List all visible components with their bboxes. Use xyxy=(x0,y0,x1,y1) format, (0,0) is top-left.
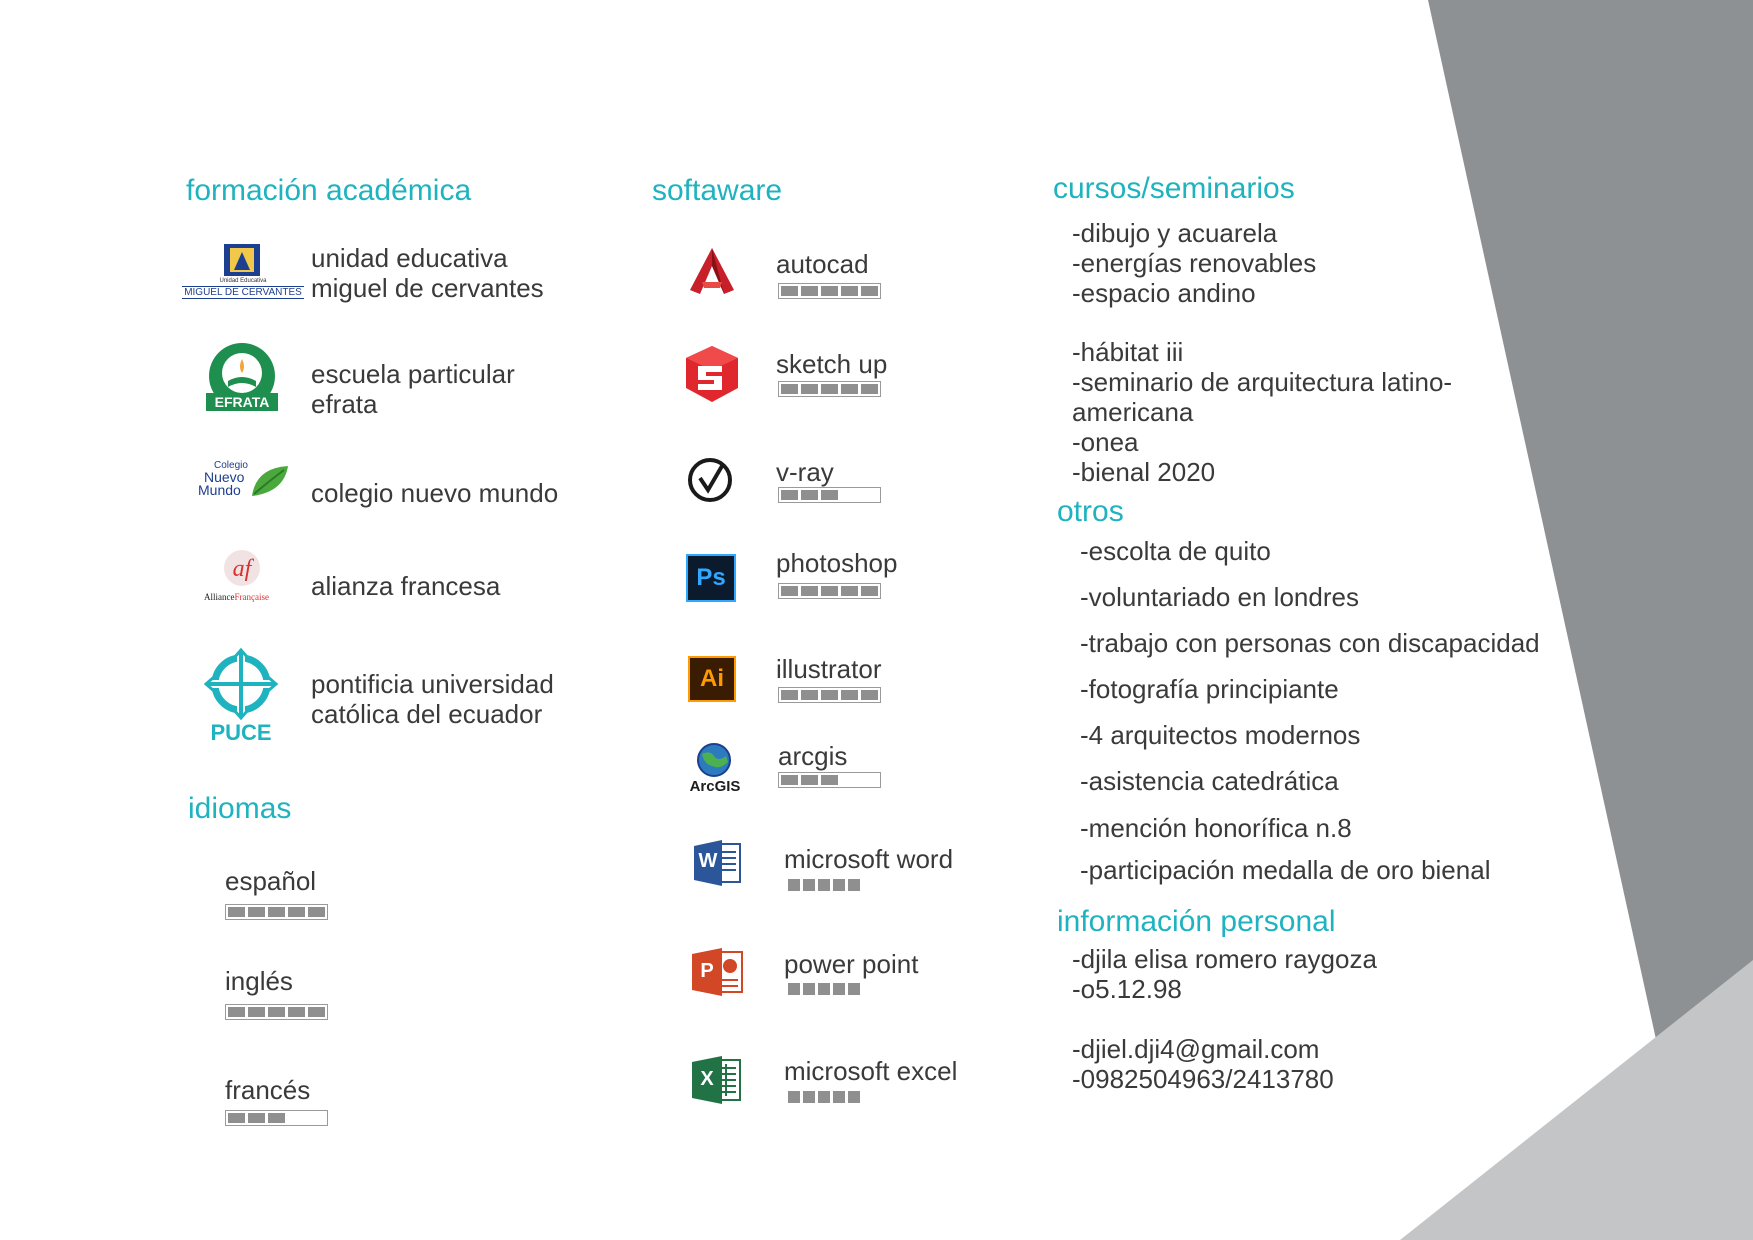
level-segment-filled xyxy=(308,907,325,917)
svg-text:af: af xyxy=(232,556,252,582)
others-item: -mención honorífica n.8 xyxy=(1080,813,1352,843)
education-heading: formación académica xyxy=(186,174,472,207)
software-heading: softaware xyxy=(652,174,783,207)
others-item: -4 arquitectos modernos xyxy=(1080,720,1361,750)
level-segment-empty xyxy=(841,490,858,500)
level-segment-filled xyxy=(228,1007,245,1017)
level-segment-filled xyxy=(801,286,818,296)
sketchup-icon xyxy=(682,344,740,404)
software-name: v-ray xyxy=(776,457,834,487)
level-segment-filled xyxy=(781,775,798,785)
courses-list-1 xyxy=(1072,218,1316,308)
level-segment-filled xyxy=(821,286,838,296)
personal-phone: -0982504963/2413780 xyxy=(1072,1064,1334,1094)
level-segment-filled xyxy=(248,1007,265,1017)
level-segment-filled xyxy=(268,907,285,917)
course-item: -espacio andino xyxy=(1072,278,1256,308)
others-item: -participación medalla de oro bienal xyxy=(1080,855,1491,885)
level-segment-empty xyxy=(308,1113,325,1123)
level-segment-filled xyxy=(781,286,798,296)
level-segment-filled xyxy=(861,384,878,394)
level-segment-empty xyxy=(861,775,878,785)
language-name: inglés xyxy=(225,966,293,996)
level-segment-filled xyxy=(801,384,818,394)
arcgis-icon: ArcGIS xyxy=(684,742,746,798)
language-name: español xyxy=(225,866,317,896)
vray-icon xyxy=(686,456,734,504)
level-segment-filled xyxy=(848,983,860,995)
cervantes-logo: Unidad Educativa MIGUEL DE CERVANTES xyxy=(182,242,304,304)
level-segment-filled xyxy=(841,586,858,596)
level-segment-filled xyxy=(803,879,815,891)
level-segment-filled xyxy=(228,907,245,917)
alliance-francaise-logo: af AllianceFrançaise xyxy=(200,548,284,606)
education-item-alliance: alianza francesa xyxy=(311,571,501,601)
courses-list-2 xyxy=(1072,337,1452,487)
software-name: illustrator xyxy=(776,654,882,684)
level-segment-filled xyxy=(308,1007,325,1017)
personal-info-block xyxy=(1072,944,1377,1004)
illustrator-icon: Ai xyxy=(688,656,736,702)
level-segment-filled xyxy=(861,690,878,700)
software-name: photoshop xyxy=(776,548,898,578)
courses-heading: cursos/seminarios xyxy=(1053,172,1295,205)
education-item-efrata: escuela particular efrata xyxy=(311,359,515,419)
level-segment-filled xyxy=(781,586,798,596)
level-segment-filled xyxy=(818,1091,830,1103)
efrata-logo xyxy=(206,343,278,413)
level-segment-filled xyxy=(268,1113,285,1123)
level-segment-filled xyxy=(821,384,838,394)
level-segment-empty xyxy=(861,490,878,500)
course-item: -dibujo y acuarela xyxy=(1072,218,1278,248)
level-segment-filled xyxy=(801,490,818,500)
level-segment-filled xyxy=(268,1007,285,1017)
course-item: -hábitat iii xyxy=(1072,337,1184,367)
level-segment-filled xyxy=(803,983,815,995)
powerpoint-icon: P xyxy=(692,948,744,996)
level-segment-filled xyxy=(288,907,305,917)
level-segment-filled xyxy=(801,586,818,596)
level-segment-filled xyxy=(841,690,858,700)
course-item: -bienal 2020 xyxy=(1072,457,1216,487)
others-heading: otros xyxy=(1057,495,1124,528)
level-segment-empty xyxy=(288,1113,305,1123)
level-segment-filled xyxy=(228,1113,245,1123)
level-segment-filled xyxy=(821,586,838,596)
nuevo-mundo-logo: Colegio Nuevo Mundo xyxy=(196,460,296,504)
level-segment-filled xyxy=(821,490,838,500)
level-segment-filled xyxy=(841,384,858,394)
level-segment-empty xyxy=(841,775,858,785)
software-level-bar xyxy=(778,381,881,397)
software-level-bar xyxy=(778,687,881,703)
level-segment-filled xyxy=(848,1091,860,1103)
software-name: sketch up xyxy=(776,349,888,379)
level-segment-filled xyxy=(833,879,845,891)
course-item: -energías renovables xyxy=(1072,248,1317,278)
autocad-icon xyxy=(688,246,736,296)
software-name: arcgis xyxy=(778,741,848,771)
level-segment-filled xyxy=(781,384,798,394)
others-item: -asistencia catedrática xyxy=(1080,766,1339,796)
software-level-bar xyxy=(778,487,881,503)
photoshop-icon: Ps xyxy=(686,554,736,602)
level-segment-filled xyxy=(801,690,818,700)
education-item-cervantes: unidad educativa miguel de cervantes xyxy=(311,243,544,303)
others-item: -fotografía principiante xyxy=(1080,674,1339,704)
course-item: -seminario de arquitectura latino- xyxy=(1072,367,1453,397)
word-icon: W xyxy=(694,840,742,886)
level-segment-filled xyxy=(861,286,878,296)
level-segment-filled xyxy=(788,879,800,891)
level-segment-filled xyxy=(861,586,878,596)
language-level-bar xyxy=(225,1110,328,1126)
languages-heading: idiomas xyxy=(188,792,292,825)
others-item: -voluntariado en londres xyxy=(1080,582,1359,612)
level-segment-filled xyxy=(841,286,858,296)
software-level-bar xyxy=(788,879,860,891)
software-level-bar xyxy=(788,983,860,995)
level-segment-filled xyxy=(848,879,860,891)
software-level-bar xyxy=(778,283,881,299)
course-item: -onea xyxy=(1072,427,1139,457)
software-name: autocad xyxy=(776,249,869,279)
level-segment-filled xyxy=(781,690,798,700)
level-segment-filled xyxy=(833,983,845,995)
language-level-bar xyxy=(225,904,328,920)
level-segment-filled xyxy=(821,775,838,785)
level-segment-filled xyxy=(781,490,798,500)
level-segment-filled xyxy=(818,879,830,891)
svg-text:EFRATA: EFRATA xyxy=(214,394,270,410)
personal-info-heading: información personal xyxy=(1057,905,1336,938)
others-item: -trabajo con personas con discapacidad xyxy=(1080,628,1540,658)
level-segment-filled xyxy=(803,1091,815,1103)
level-segment-filled xyxy=(818,983,830,995)
software-name: microsoft word xyxy=(784,844,954,874)
software-level-bar xyxy=(778,583,881,599)
personal-birthdate: -o5.12.98 xyxy=(1072,974,1182,1004)
level-segment-filled xyxy=(788,983,800,995)
level-segment-filled xyxy=(833,1091,845,1103)
software-name: power point xyxy=(784,949,919,979)
personal-contact-block xyxy=(1072,1034,1334,1094)
software-level-bar xyxy=(788,1091,860,1103)
level-segment-filled xyxy=(288,1007,305,1017)
level-segment-filled xyxy=(248,1113,265,1123)
education-item-puce: pontificia universidad católica del ecuador xyxy=(311,669,554,729)
education-item-nuevo-mundo: colegio nuevo mundo xyxy=(311,478,559,508)
language-level-bar xyxy=(225,1004,328,1020)
software-name: microsoft excel xyxy=(784,1056,958,1086)
light-gray-triangle xyxy=(1400,960,1753,1240)
others-item: -escolta de quito xyxy=(1080,536,1271,566)
level-segment-filled xyxy=(821,690,838,700)
software-level-bar xyxy=(778,772,881,788)
puce-logo: PUCE xyxy=(204,648,278,744)
excel-icon: X xyxy=(692,1056,742,1104)
level-segment-filled xyxy=(248,907,265,917)
course-item: americana xyxy=(1072,397,1194,427)
personal-name: -djila elisa romero raygoza xyxy=(1072,944,1377,974)
level-segment-filled xyxy=(788,1091,800,1103)
language-name: francés xyxy=(225,1075,311,1105)
personal-email: -djiel.dji4@gmail.com xyxy=(1072,1034,1320,1064)
level-segment-filled xyxy=(801,775,818,785)
